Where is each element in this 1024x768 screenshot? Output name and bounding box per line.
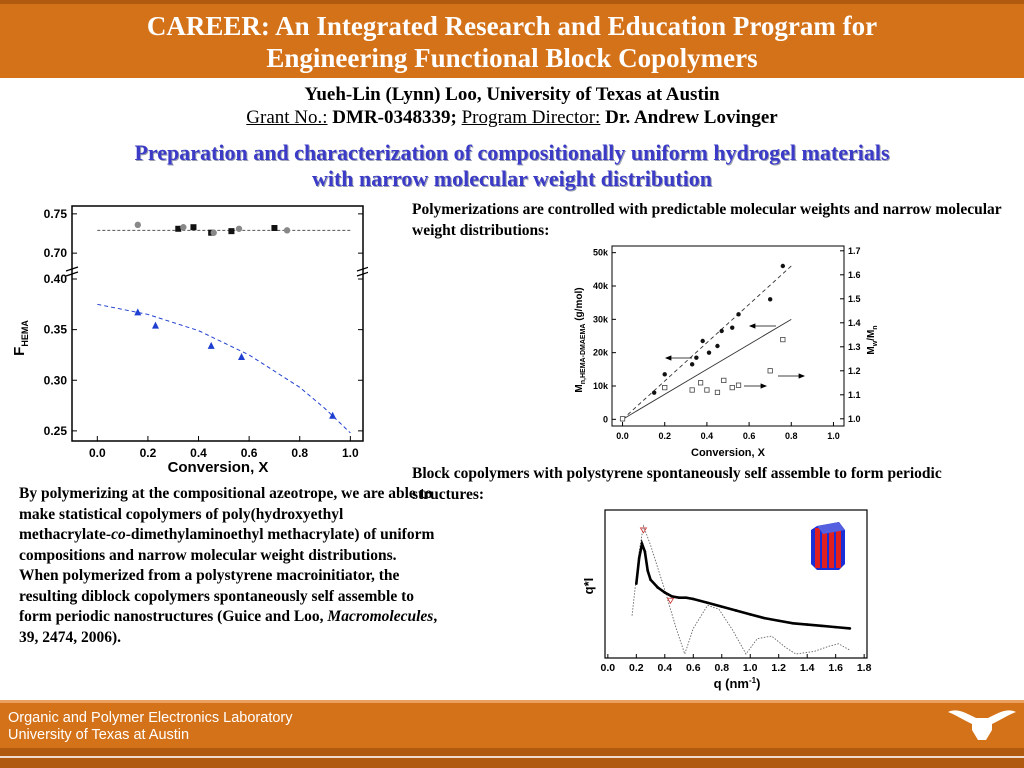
- chart2-point-1-6: [722, 378, 726, 382]
- self-assembly-description: Block copolymers with polystyrene spontaneously self assemble to form periodic structures:: [412, 465, 942, 503]
- chart3-point-16: [763, 617, 766, 620]
- grant-label: Grant No.:: [246, 107, 328, 128]
- chart3-point-22: [849, 627, 852, 630]
- chart3-xtick-label-9: 1.8: [856, 662, 872, 674]
- chart1-point-1-0: [135, 222, 141, 228]
- chart2-xtick-label-4: 0.8: [785, 431, 798, 441]
- grant-line: [0, 107, 1024, 129]
- chart2-point-0-12: [781, 264, 785, 268]
- chart2-point-1-5: [715, 390, 719, 394]
- chart3-xlabel: q $(nm^{-1})$: [713, 676, 761, 691]
- chart2-point-0-4: [694, 355, 698, 359]
- chart2-arrow-left-1: [750, 324, 776, 328]
- chart2-ytick-label-1: 10k: [592, 381, 608, 391]
- chart2-point-0-5: [700, 339, 704, 343]
- mw-description: Polymerizations are controlled with predictable molecular weights and narrow molecular weight distributions:: [412, 201, 1002, 239]
- chart1-xtick-label-5: 1.0: [342, 446, 359, 460]
- chart2-ylabel: $M_{n,HEMA-DMAEMA}$ (g/mol): [574, 287, 587, 393]
- chart3-point-2: [641, 543, 644, 546]
- chart2-y2tick-label-4: 1.4: [848, 317, 861, 328]
- chart1-ytick-label-lower-1: 0.35: [43, 322, 67, 337]
- chart1-point-1-2: [211, 230, 217, 236]
- chart1-ytick-label-lower-2: 0.30: [43, 373, 67, 388]
- chart3-point-7: [664, 591, 667, 594]
- chart3-xtick-label-7: 1.4: [799, 662, 815, 674]
- chart3-point-1: [638, 557, 641, 560]
- chart1-ytick-label-upper-1: 0.70: [43, 246, 67, 261]
- chart3-xtick-label-2: 0.4: [657, 662, 673, 674]
- main-description: [19, 484, 439, 648]
- chart2-fit-0: [623, 266, 792, 419]
- chart2-xtick-label-5: 1.0: [827, 431, 840, 441]
- footer-lab-name: Organic and Polymer Electronics Laboratory: [8, 710, 293, 726]
- page-title: [0, 10, 1024, 74]
- chart2-xtick-label-0: 0.0: [616, 431, 629, 441]
- chart2-point-1-1: [663, 385, 667, 389]
- molecular-weight-chart-svg: [568, 240, 884, 462]
- chart2-frame: [612, 246, 844, 426]
- chart2-y2tick-label-3: 1.3: [848, 341, 861, 352]
- chart3-point-13: [720, 605, 723, 608]
- chart3-xtick-label-4: 0.8: [714, 662, 730, 674]
- chart3-point-12: [706, 602, 709, 605]
- chart1-point-2-4: [329, 412, 336, 419]
- author-line: Yueh-Lin (Lynn) Loo, University of Texas at Austin: [304, 84, 720, 105]
- chart2-point-0-1: [652, 390, 656, 394]
- main-description-journal: Macromolecules: [327, 608, 434, 625]
- chart1-point-1-1: [180, 224, 186, 230]
- chart1-point-0-3: [228, 228, 234, 234]
- chart3-point-21: [834, 626, 837, 629]
- chart1-ytick-label-lower-0: 0.40: [43, 272, 67, 286]
- footer-bottom-strip: [0, 748, 1024, 768]
- chart3-xtick-label-0: 0.0: [600, 662, 616, 674]
- footer-bottom-line: [0, 756, 1024, 758]
- longhorn-logo-icon: [946, 704, 1018, 744]
- chart2-point-1-4: [705, 388, 709, 392]
- chart3-ylabel: q*I: [581, 577, 596, 595]
- chart3-point-5: [649, 578, 652, 581]
- footer-top-stripe: [0, 700, 1024, 703]
- chart1-xtick-label-2: 0.4: [190, 446, 207, 460]
- chart1-point-2-3: [238, 353, 245, 360]
- main-description-part2: -dimethylaminoethyl methacrylate) of uniform compositions and narrow molecular weight distributions. When polymerized from a polystyrene macroinitiator, the resulting diblock copolymers spontaneously self assemble to form periodic nanostructures (Guice and Loo,: [19, 526, 435, 625]
- footer-university: University of Texas at Austin: [8, 727, 190, 743]
- chart1-point-1-3: [236, 226, 242, 232]
- chart2-ytick-label-3: 30k: [592, 314, 608, 325]
- chart2-arrow-right-2: [744, 384, 766, 388]
- saxs-chart: [577, 506, 873, 692]
- chart2-xlabel: Conversion, X: [691, 447, 765, 459]
- chart1-point-2-1: [152, 322, 159, 329]
- section-subtitle: [10, 140, 1014, 192]
- chart1-frame: [72, 206, 363, 441]
- chart2-point-0-10: [736, 312, 740, 316]
- chart2-xtick-label-1: 0.2: [658, 431, 671, 441]
- main-description-part1: By polymerizing at the compositional azeotrope, we are able to make statistical copolymers of poly(hydroxyethyl methacrylate-: [19, 485, 433, 543]
- chart3-point-19: [806, 623, 809, 626]
- chart3-xtick-label-6: 1.2: [771, 662, 787, 674]
- chart1-ylabel: $F_{HEMA}$: [11, 320, 30, 356]
- chart1-xtick-label-0: 0.0: [88, 446, 106, 460]
- chart2-point-1-7: [730, 385, 734, 389]
- chart1-point-2-2: [208, 342, 215, 349]
- chart3-point-14: [735, 609, 738, 612]
- chart3-point-10: [685, 596, 688, 599]
- chart1-fit-lower: [97, 304, 350, 433]
- subtitle-line-1: Preparation and characterization of compositionally uniform hydrogel materials: [134, 140, 890, 165]
- chart3-point-18: [792, 622, 795, 625]
- chart2-point-0-11: [768, 297, 772, 301]
- chart3-xtick-label-5: 1.0: [742, 662, 758, 674]
- chart2-y2tick-label-6: 1.6: [848, 269, 861, 280]
- chart2-ytick-label-5: 50k: [592, 247, 608, 258]
- chart2-point-0-2: [663, 372, 667, 376]
- chart3-point-8: [671, 595, 674, 598]
- chart2-y2tick-label-2: 1.2: [848, 365, 861, 376]
- chart3-point-17: [777, 619, 780, 622]
- chart3-point-11: [692, 598, 695, 601]
- chart2-y2tick-label-7: 1.7: [848, 245, 861, 256]
- chart3-point-3: [644, 550, 647, 553]
- chart2-point-0-3: [690, 362, 694, 366]
- chart1-point-0-1: [190, 224, 196, 230]
- title-line-2: Engineering Functional Block Copolymers: [266, 43, 758, 73]
- chart2-point-1-8: [736, 383, 740, 387]
- chart1-point-0-4: [271, 225, 277, 231]
- chart2-point-1-9: [768, 369, 772, 373]
- chart3-xtick-label-3: 0.6: [685, 662, 701, 674]
- title-line-1: CAREER: An Integrated Research and Education Program for: [146, 11, 878, 41]
- chart3-xtick-label-1: 0.2: [629, 662, 644, 674]
- grant-number: DMR-0348339;: [332, 107, 457, 128]
- saxs-chart-svg: [577, 506, 873, 692]
- chart2-point-1-2: [690, 388, 694, 392]
- chart3-point-0: [635, 582, 638, 585]
- chart2-point-0-6: [707, 350, 711, 354]
- chart3-point-4: [646, 570, 649, 573]
- chart2-ytick-label-2: 20k: [592, 347, 608, 358]
- chart2-arrow-right-1: [778, 374, 804, 378]
- director-name: Dr. Andrew Lovinger: [605, 107, 778, 128]
- chart3-point-9: [678, 596, 681, 599]
- chart2-point-0-9: [730, 325, 734, 329]
- chart2-xtick-label-2: 0.4: [700, 431, 714, 441]
- chart2-point-1-10: [781, 337, 785, 341]
- chart1-ytick-label-lower-3: 0.25: [43, 423, 67, 438]
- chart2-arrow-left-2: [666, 356, 692, 360]
- molecular-weight-chart: [568, 240, 884, 462]
- chart2-xtick-label-3: 0.6: [742, 431, 756, 441]
- chart1-xtick-label-1: 0.2: [139, 446, 157, 460]
- chart3-point-15: [749, 613, 752, 616]
- subtitle-line-2: with narrow molecular weight distribution: [311, 166, 713, 191]
- chart3-point-20: [820, 625, 823, 628]
- chart2-point-1-0: [620, 417, 624, 421]
- chart2-ytick-label-4: 40k: [592, 281, 608, 291]
- chart2-y2tick-label-0: 1.0: [848, 413, 861, 424]
- chart1-xlabel: Conversion, X: [167, 459, 269, 476]
- chart1-ytick-label-upper-0: 0.75: [43, 206, 67, 221]
- chart1-xtick-label-3: 0.6: [240, 446, 258, 460]
- composition-chart-svg: [8, 198, 368, 476]
- title-divider: [0, 78, 1024, 81]
- chart1-point-1-4: [284, 227, 290, 233]
- composition-chart: [8, 198, 368, 476]
- chart2-y2tick-label-1: 1.1: [848, 389, 861, 400]
- chart1-xtick-label-4: 0.8: [291, 446, 309, 460]
- chart3-point-6: [656, 586, 659, 589]
- chart2-point-0-7: [715, 344, 719, 348]
- chart2-point-0-8: [719, 329, 723, 333]
- chart2-point-1-3: [698, 381, 702, 385]
- cylinder-morphology-icon: [811, 522, 845, 570]
- main-description-co: co: [111, 526, 126, 543]
- main-description-part3: , 39, 2474, 2006).: [19, 608, 438, 646]
- chart2-y2tick-label-5: 1.5: [848, 293, 861, 304]
- chart3-xtick-label-8: 1.6: [828, 662, 843, 674]
- director-label: Program Director:: [461, 107, 601, 128]
- chart2-ytick-label-0: 0: [602, 414, 608, 425]
- chart2-fit-1: [623, 319, 792, 419]
- chart2-y2label: $M_w/M_n$: [866, 325, 879, 355]
